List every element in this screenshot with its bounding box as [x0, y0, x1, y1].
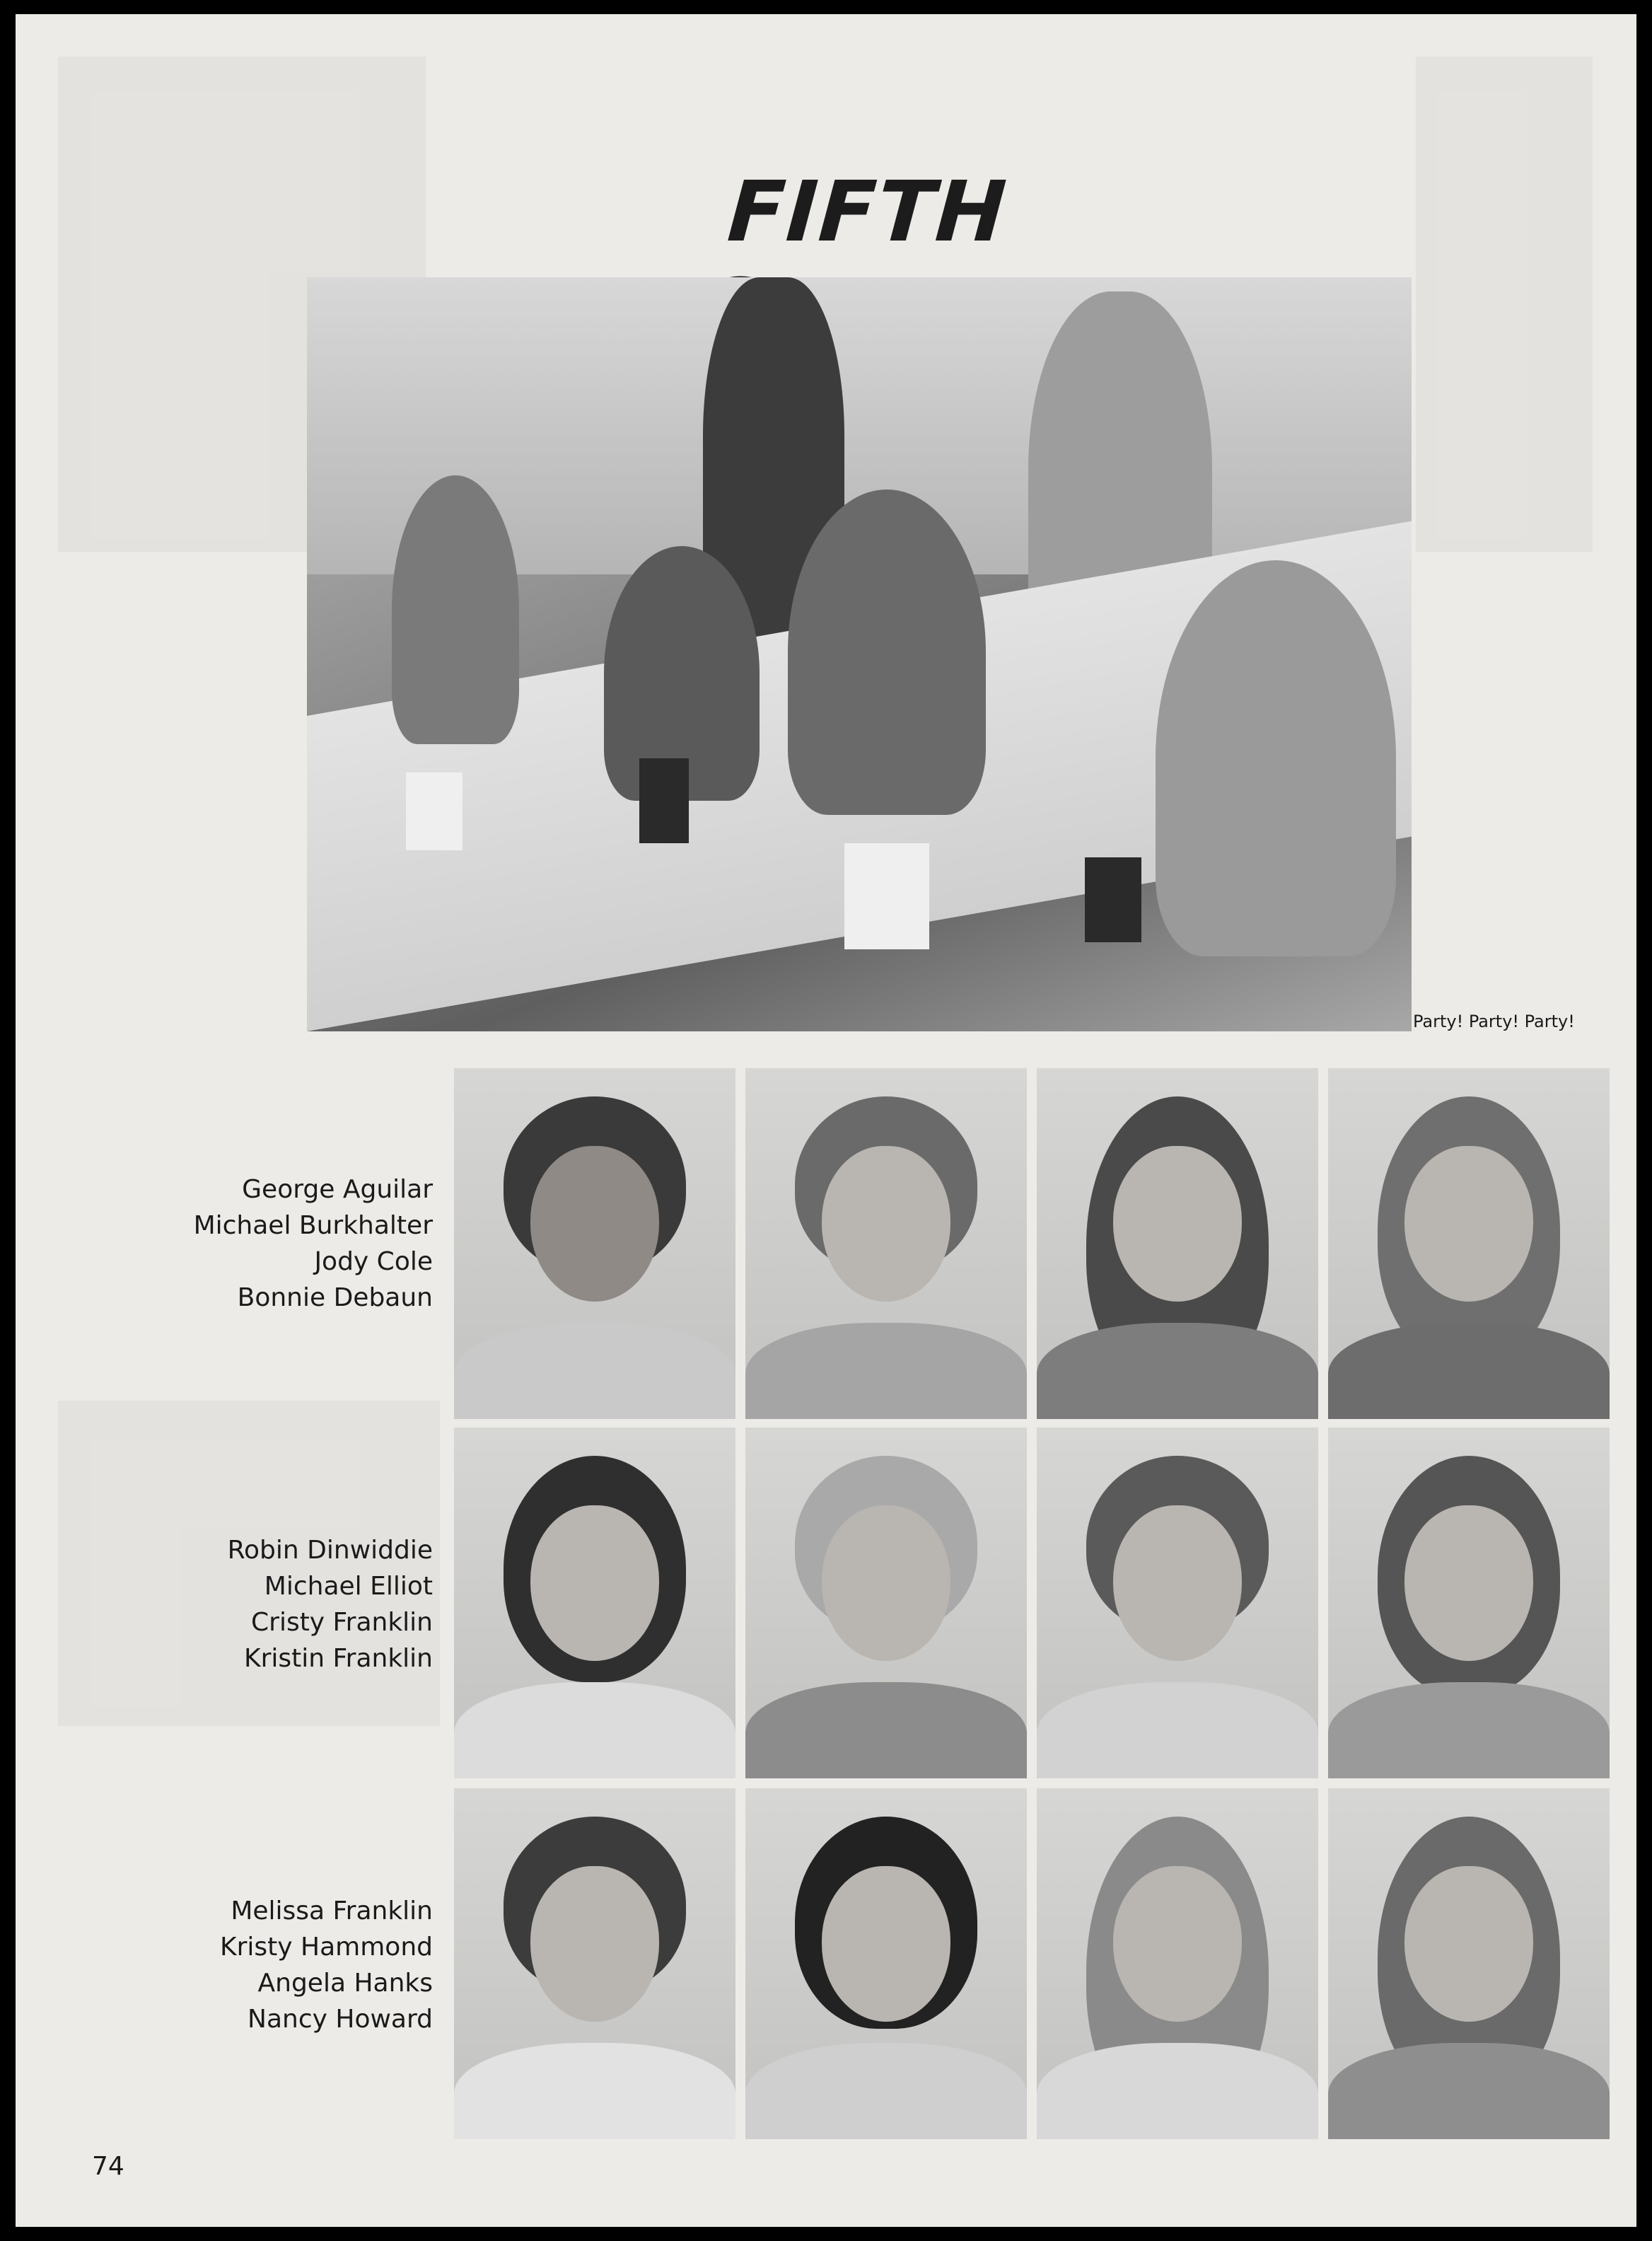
soda-can [639, 758, 689, 843]
student-portrait [745, 1068, 1027, 1419]
student-name: Robin Dinwiddie [227, 1536, 433, 1565]
student-portrait [745, 1428, 1027, 1778]
student-portrait [1037, 1788, 1318, 2139]
soda-can [1085, 857, 1141, 942]
photo-caption: Party! Party! Party! [1413, 1012, 1575, 1031]
bleed-through-area [1416, 57, 1593, 552]
page-title: FIFTH [724, 163, 1011, 260]
classroom-party-photo [307, 277, 1412, 1031]
student-name: Michael Burkhalter [193, 1211, 433, 1240]
student-name: Kristy Hammond [220, 1933, 433, 1962]
student-name: Kristin Franklin [244, 1644, 433, 1673]
student-name: Jody Cole [314, 1247, 433, 1276]
student-portrait [1328, 1068, 1610, 1419]
student-name: Cristy Franklin [251, 1608, 433, 1637]
yearbook-page [16, 14, 1636, 2227]
name-list-row-2 [129, 1532, 433, 1677]
student-seated [392, 475, 519, 744]
student-portrait [454, 1788, 735, 2139]
name-list-row-1 [129, 1171, 433, 1316]
student-seated [1156, 560, 1396, 956]
student-name: Bonnie Debaun [237, 1283, 433, 1312]
cup [406, 772, 463, 850]
student-name: Nancy Howard [248, 2005, 433, 2034]
student-name: Michael Elliot [264, 1572, 433, 1601]
student-portrait [1328, 1428, 1610, 1778]
student-portrait [1037, 1068, 1318, 1419]
student-name: George Aguilar [242, 1175, 433, 1204]
student-name: Angela Hanks [257, 1969, 433, 1998]
student-portrait [1037, 1428, 1318, 1778]
page-number: 74 [92, 2152, 124, 2181]
student-name: Melissa Franklin [231, 1897, 433, 1926]
student-portrait [454, 1428, 735, 1778]
student-portrait [745, 1788, 1027, 2139]
name-list-row-3 [129, 1893, 433, 2037]
student-portrait [1328, 1788, 1610, 2139]
student-seated [788, 490, 986, 815]
student-portrait [454, 1068, 735, 1419]
cup [844, 843, 929, 949]
